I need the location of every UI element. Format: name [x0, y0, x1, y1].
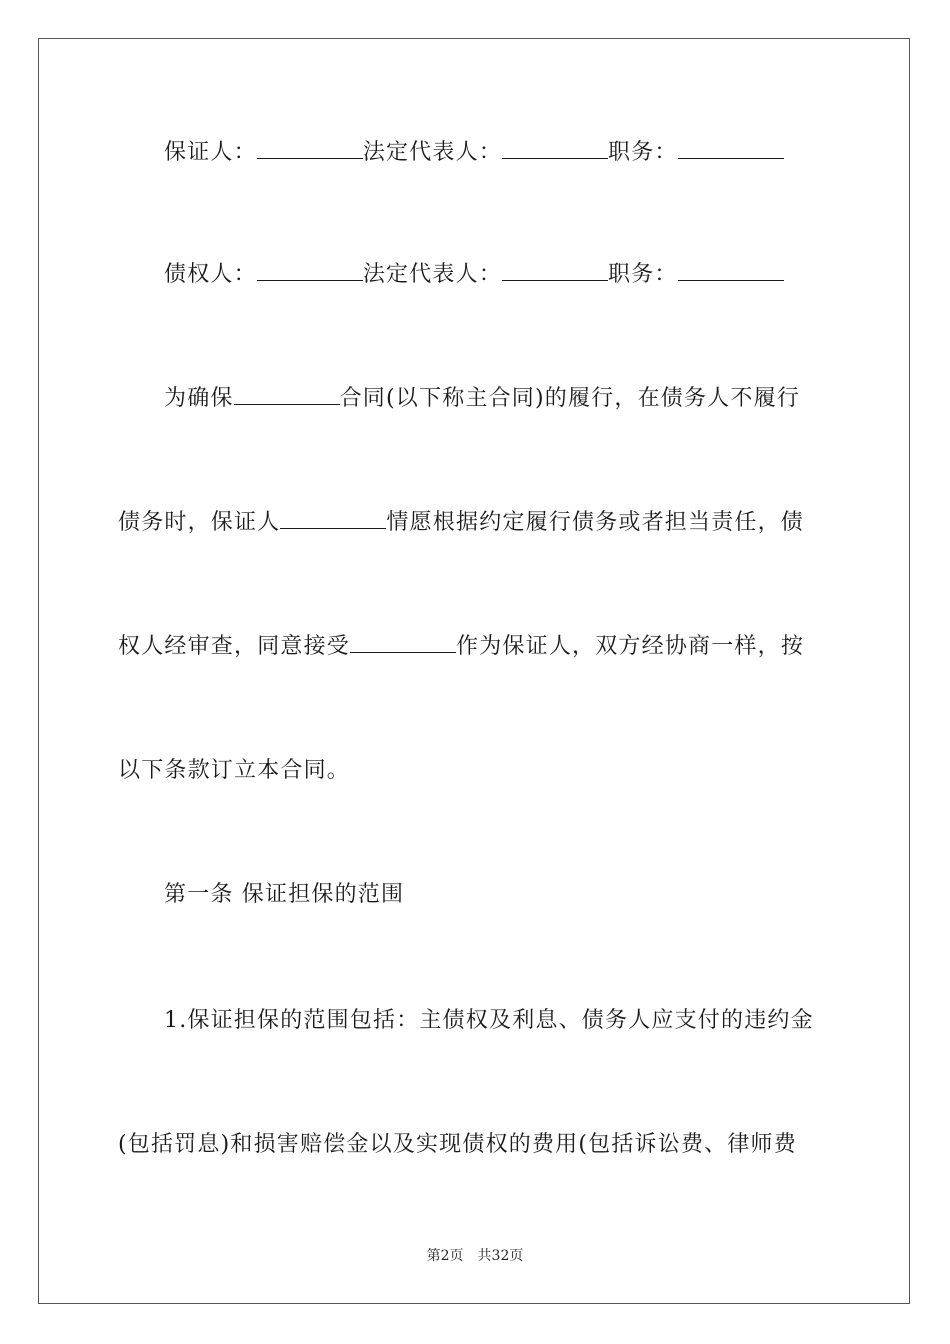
intro-line-3 [118, 632, 832, 662]
guarantor-title-blank[interactable] [678, 138, 784, 159]
guarantor-name-blank[interactable] [257, 138, 363, 159]
intro-3-text-b: 作为保证人，双方经协商一样，按 [456, 634, 805, 659]
total-pages: 共32页 [477, 1248, 524, 1264]
scope-line-2: (包括罚息)和损害赔偿金以及实现债权的费用(包括诉讼费、律师费 [118, 1132, 797, 1157]
accepted-guarantor-blank[interactable] [350, 632, 456, 653]
creditor-line [118, 260, 878, 290]
intro-line-2 [118, 508, 832, 538]
creditor-rep-label: 法定代表人： [362, 262, 503, 287]
guarantor-rep-blank[interactable] [502, 138, 608, 159]
creditor-label: 债权人： [164, 262, 257, 287]
intro-1-text-a: 为确保 [164, 386, 234, 411]
intro-2-text-a: 债务时，保证人 [118, 510, 281, 535]
guarantor-title-label: 职务： [608, 140, 678, 165]
page-footer [0, 1246, 950, 1266]
article-1-heading: 第一条 保证担保的范围 [164, 882, 405, 907]
main-contract-blank[interactable] [234, 384, 340, 405]
guarantor-rep-label: 法定代表人： [362, 140, 503, 165]
guarantor-name-blank-2[interactable] [280, 508, 386, 529]
creditor-title-blank[interactable] [678, 260, 784, 281]
guarantor-label: 保证人： [164, 140, 257, 165]
scope-line-1: 1.保证担保的范围包括：主债权及利息、债务人应支付的违约金 [164, 1008, 814, 1033]
intro-1-text-b: 合同(以下称主合同)的履行，在债务人不履行 [339, 386, 800, 411]
guarantor-line [118, 138, 878, 168]
page-number: 第2页 [426, 1248, 464, 1264]
intro-3-text-a: 权人经审查，同意接受 [118, 634, 351, 659]
intro-line-1 [118, 384, 878, 414]
creditor-name-blank[interactable] [257, 260, 363, 281]
intro-line-4: 以下条款订立本合同。 [118, 758, 351, 783]
intro-2-text-b: 情愿根据约定履行债务或者担当责任，债 [386, 510, 805, 535]
creditor-rep-blank[interactable] [502, 260, 608, 281]
page-border [38, 38, 910, 1304]
creditor-title-label: 职务： [608, 262, 678, 287]
